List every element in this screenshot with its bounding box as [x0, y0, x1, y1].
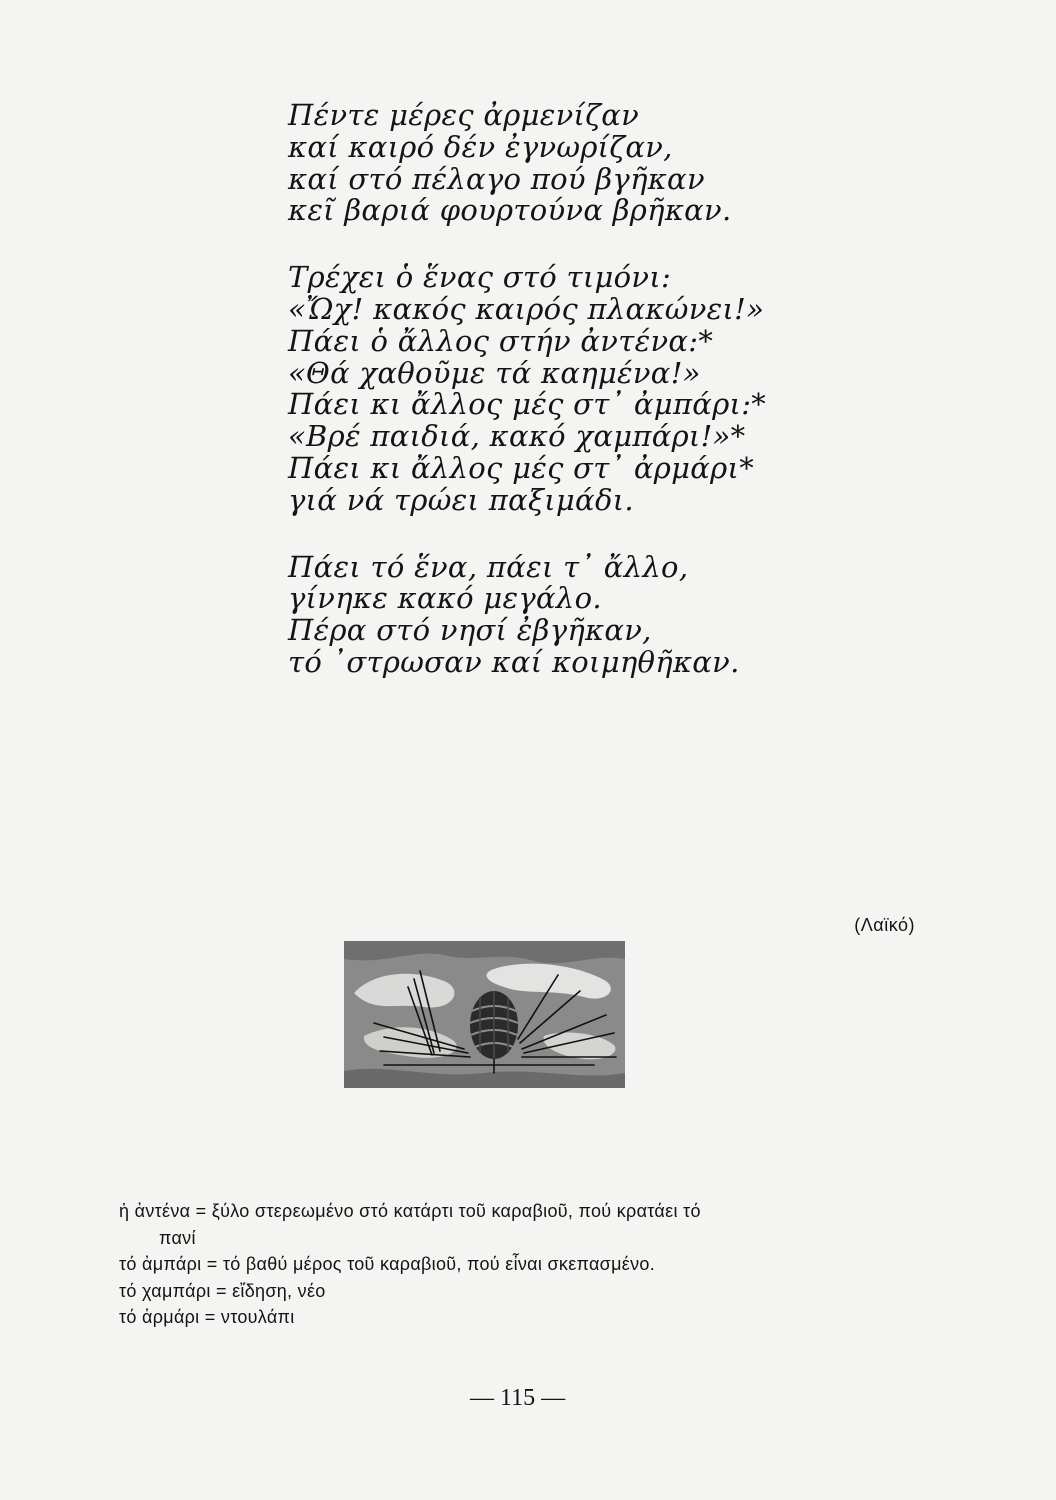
- pine-cone-illustration: [344, 941, 625, 1088]
- poem-line: τό ᾽στρωσαν καί κοιμηθῆκαν.: [288, 644, 740, 679]
- poem-line: Πέρα στό νησί ἐβγῆκαν,: [288, 613, 652, 648]
- poem-line: Πάει ὁ ἄλλος στήν ἀντένα:*: [288, 323, 714, 358]
- poem-line: Τρέχει ὁ ἕνας στό τιμόνι:: [288, 260, 672, 295]
- footnote-antena-continuation: πανί: [159, 1227, 196, 1248]
- poem-line: γίνηκε κακό μεγάλο.: [288, 581, 602, 616]
- footnote-champari: τό χαμπάρι = εἴδηση, νέο: [119, 1280, 326, 1301]
- footnote-armari: τό ἀρμάρι = ντουλάπι: [119, 1307, 295, 1327]
- poem-line: Πέντε μέρες ἀρμενίζαν: [288, 98, 640, 132]
- poem-line: Πάει τό ἕνα, πάει τ᾽ ἄλλο,: [288, 549, 689, 584]
- poem-line: καί καιρό δέν ἐγνωρίζαν,: [288, 129, 673, 164]
- footnote-ampari: τό ἀμπάρι = τό βαθύ μέρος τοῦ καραβιοῦ, πού εἶναι σκεπασμένο.: [119, 1254, 656, 1274]
- poem-stanza-2: [288, 262, 766, 516]
- pine-cone-icon: [344, 941, 625, 1088]
- poem-source: (Λαϊκό): [854, 915, 915, 935]
- footnote-antena: ἡ ἀντένα = ξύλο στερεωμένο στό κατάρτι τοῦ καραβιοῦ, πού κρατάει τό: [119, 1201, 701, 1221]
- poem-stanza-1: [288, 100, 766, 227]
- page-number: — 115 —: [470, 1385, 566, 1411]
- poem-line: καί στό πέλαγο πού βγῆκαν: [288, 161, 705, 196]
- poem-line: Πάει κι ἄλλος μές στ᾽ ἀρμάρι*: [288, 450, 755, 485]
- poem-line: «Βρέ παιδιά, κακό χαμπάρι!»*: [288, 419, 746, 454]
- poem-line: «Ὤχ! κακός καιρός πλακώνει!»: [288, 291, 765, 326]
- poem-line: κεῖ βαριά φουρτούνα βρῆκαν.: [288, 193, 732, 228]
- poem-line: «Θά χαθοῦμε τά καημένα!»: [288, 355, 701, 390]
- poem-stanza-3: [288, 549, 766, 679]
- footnotes: [119, 1198, 929, 1331]
- poem: [288, 100, 766, 679]
- poem-line: γιά νά τρώει παξιμάδι.: [288, 482, 634, 517]
- poem-line: Πάει κι ἄλλος μές στ᾽ ἀμπάρι:*: [288, 387, 767, 422]
